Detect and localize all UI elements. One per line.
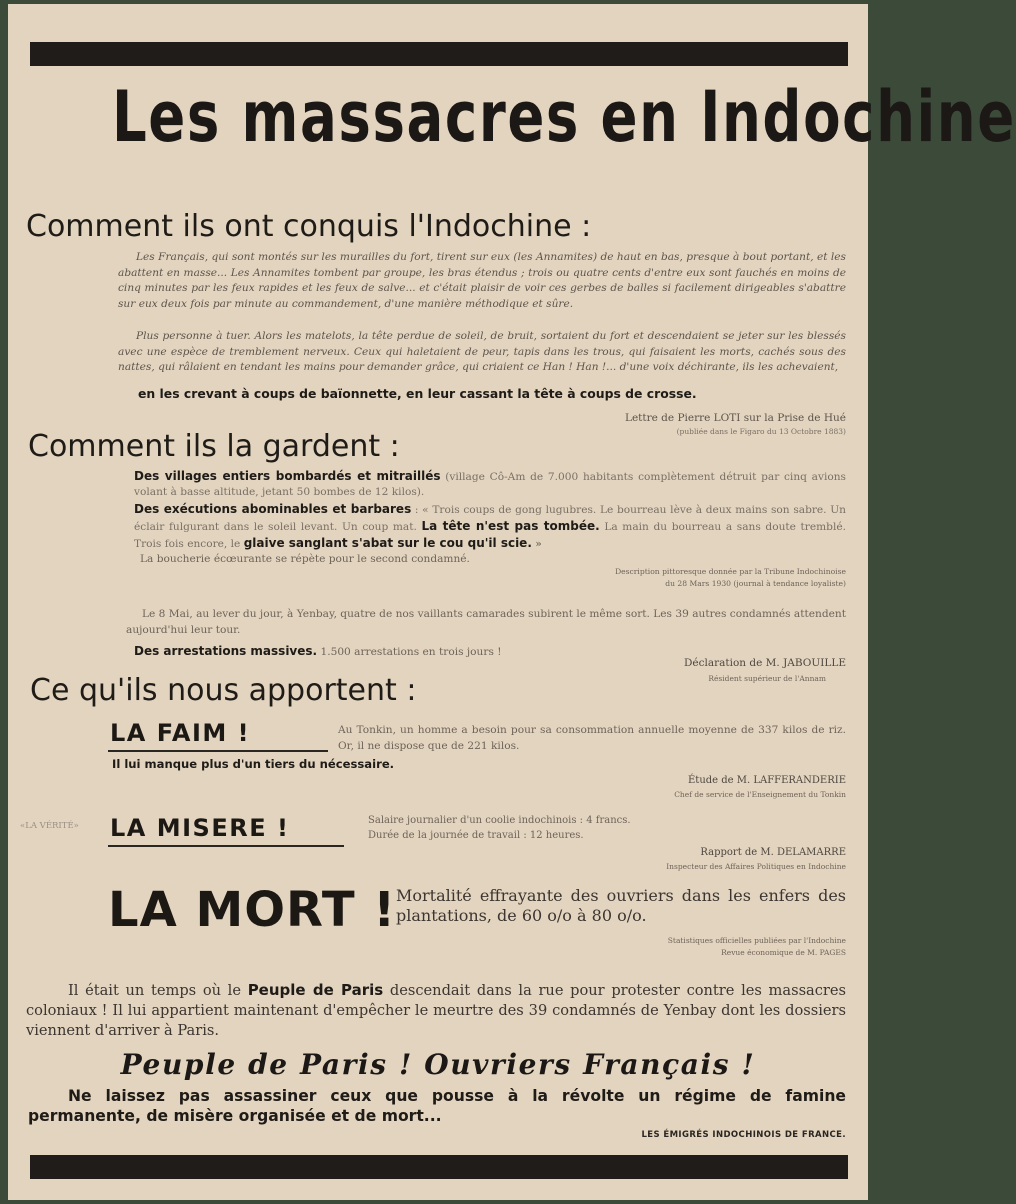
loti-quote-paragraph-1: Les Français, qui sont montés sur les murailles du fort, tirent sur eux (les Annamites) de haut en bas, presque à bout portant, et les abattent en masse... Les Annamites tombent par groupe, les bras étendus ; trois ou quatre cents d'entre eux sont fauchés en moins de cinq minutes par les feux rapides et les feux de salve... et c'était plaisir de voir ces gerbes de balles si facilement dirigeables s'abattre sur eux deux fois par minute au commandement, d'une manière méthodique et sûre. xyxy=(118,251,846,310)
bombing-bold: Des villages entiers bombardés et mitraillés xyxy=(134,469,441,483)
closing-pre: Il était un temps où le xyxy=(68,982,241,999)
faim-bold: Il lui manque plus d'un tiers du nécessaire. xyxy=(112,757,395,771)
faim-underline xyxy=(108,750,328,752)
execution-detail: : « Trois coups de gong lugubres. Le bourreau lève à deux mains son sabre. Un éclair fulgurant dans le soleil levant. Un coup mat. xyxy=(134,504,846,533)
faim-citation: Étude de M. LAFFERANDERIE xyxy=(688,775,846,786)
loti-quote-paragraph-2 xyxy=(118,329,846,391)
bottom-rule xyxy=(30,1155,848,1179)
arrests-line xyxy=(134,644,694,658)
execution-bold-2: La tête n'est pas tombée. xyxy=(421,519,600,533)
loti-citation: Lettre de Pierre LOTI sur la Prise de Hué xyxy=(624,412,846,424)
arrests-bold: Des arrestations massives. xyxy=(134,644,318,658)
misere-citation: Rapport de M. DELAMARRE xyxy=(700,847,846,858)
heading-keep: Comment ils la gardent : xyxy=(28,429,400,464)
bombing-paragraph xyxy=(134,469,846,500)
loti-quote-text: Plus personne à tuer. Alors les matelots, la tête perdue de soleil, de bruit, sortaient du fort et descendaient se jeter sur les blessés avec une espèce de tremblement nerveux. Ceux qui haletaient de peur, tapis dans les trous, qui faisaient les morts, cachés sous des nattes, qui râlaient en tendant les mains pour demander grâce, qui criaient ce Han ! Han !... d'une voix déchirante, ils les achevaient, xyxy=(118,330,846,374)
closing-peuple: Peuple de Paris xyxy=(247,981,384,999)
execution-bold-3: glaive sanglant s'abat sur le cou qu'il scie. xyxy=(243,536,532,550)
heading-bring: Ce qu'ils nous apportent : xyxy=(30,673,417,708)
jabouille-citation: Déclaration de M. JABOUILLE xyxy=(683,657,846,669)
tribune-citation: Description pittoresque donnée par la Tribune Indochinoise xyxy=(615,567,846,576)
misere-hours: Durée de la journée de travail : 12 heures. xyxy=(368,830,584,841)
closing-post: descendait dans la rue pour protester contre les massacres coloniaux ! Il lui appartient maintenant d'empêcher le meurtre des 39 condamnés de Yenbay dont les dossiers viennent d'arriver à Paris. xyxy=(26,982,847,1039)
loti-quote-bold: en les crevant à coups de baïonnette, en leur cassant la tête à coups de crosse. xyxy=(138,386,697,401)
heading-conquest: Comment ils ont conquis l'Indochine : xyxy=(26,209,592,244)
mort-label: LA MORT ! xyxy=(108,882,397,938)
faim-citation-title: Chef de service de l'Enseignement du Tonkin xyxy=(674,790,846,799)
mort-text: Mortalité effrayante des ouvriers dans les enfers des plantations, de 60 o/o à 80 o/o. xyxy=(396,886,846,925)
jabouille-title: Résident supérieur de l'Annam xyxy=(708,674,826,683)
faim-label: LA FAIM ! xyxy=(110,719,251,747)
poster xyxy=(8,4,1016,1200)
faded-stamp-line: «LA VÉRITÉ» xyxy=(20,821,79,831)
execution-bold: Des exécutions abominables et barbares xyxy=(134,502,412,516)
closing-paragraph xyxy=(26,980,846,1041)
final-appeal: Ne laissez pas assassiner ceux que pousse à la révolte un régime de famine permanente, de misère organisée et de mort... xyxy=(28,1087,846,1125)
yenbay-paragraph: Le 8 Mai, au lever du jour, à Yenbay, quatre de nos vaillants camarades subirent le même sort. Les 39 autres condamnés attendent aujourd'hui leur tour. xyxy=(126,608,846,636)
signature: LES ÉMIGRÉS INDOCHINOIS DE FRANCE. xyxy=(641,1130,846,1140)
execution-paragraph xyxy=(134,501,846,552)
top-rule xyxy=(30,42,848,66)
tribune-citation-date: du 28 Mars 1930 (journal à tendance loyaliste) xyxy=(665,579,846,588)
arrests-detail: 1.500 arrestations en trois jours ! xyxy=(320,646,502,658)
loti-citation-source: (publiée dans le Figaro du 13 Octobre 1883) xyxy=(676,427,846,436)
misere-salary: Salaire journalier d'un coolie indochinois : 4 francs. xyxy=(368,815,631,826)
bombing-detail: (village Cô-Am de 7.000 habitants complètement détruit par cinq avions volant à basse altitude, jetant 50 bombes de 12 kilos). xyxy=(134,471,846,498)
call-to-action: Peuple de Paris ! Ouvriers Français ! xyxy=(120,1048,756,1081)
misere-citation-title: Inspecteur des Affaires Politiques en Indochine xyxy=(666,862,846,871)
mort-citation: Statistiques officielles publiées par l'Indochine xyxy=(667,936,846,945)
mort-citation-source: Revue économique de M. PAGES xyxy=(721,948,846,957)
faim-text: Au Tonkin, un homme a besoin pour sa consommation annuelle moyenne de 337 kilos de riz. Or, il ne dispose que de 221 kilos. xyxy=(338,724,846,752)
execution-detail-2: La main du bourreau a sans doute tremblé. Trois fois encore, le xyxy=(134,521,846,550)
execution-close-quote: » xyxy=(535,538,542,550)
misere-underline xyxy=(108,845,344,847)
repeat-line: La boucherie écœurante se répète pour le second condamné. xyxy=(140,553,470,565)
faded-stamp xyxy=(20,821,100,831)
misere-label: LA MISERE ! xyxy=(110,814,290,842)
poster-title: Les massacres en Indochine xyxy=(111,76,1016,158)
